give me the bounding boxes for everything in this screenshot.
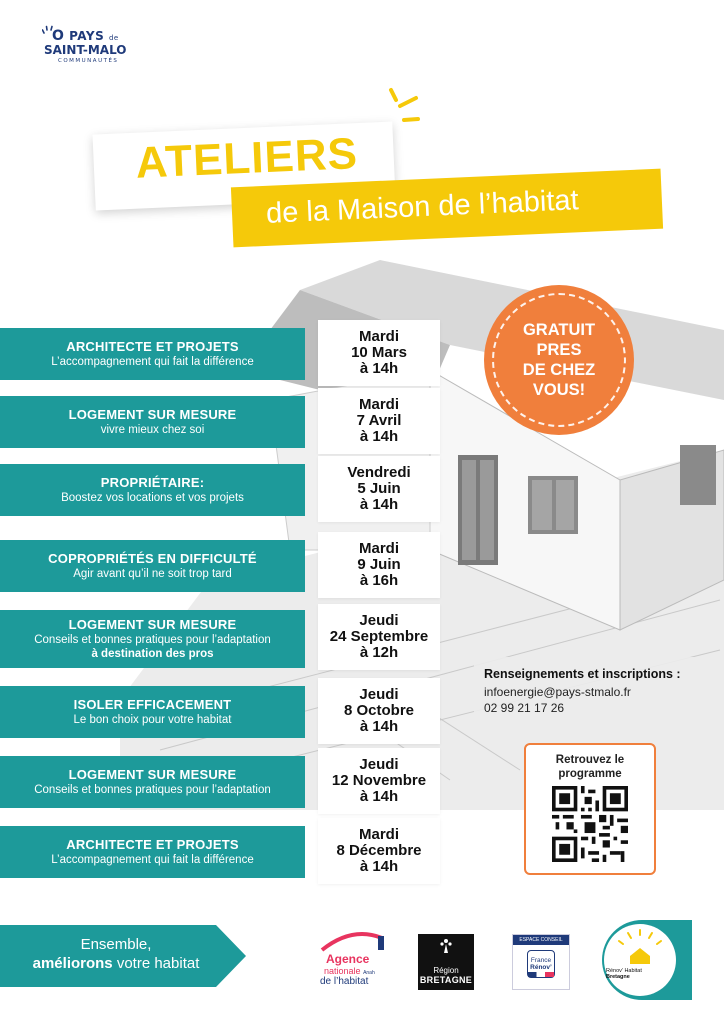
france-renov-badge [527,950,555,978]
workshop-day: Vendredi [347,463,411,481]
workshop-banner [0,396,305,448]
workshop-date [318,320,440,386]
badge-text: GRATUIT PRES DE CHEZ VOUS! [522,320,596,400]
workshop-day: Jeudi [359,611,399,629]
workshop-date [318,678,440,744]
workshop-date [318,818,440,884]
region-bretagne-logo [418,934,474,990]
workshop-subtitle: Boostez vos locations et vos projets [61,491,244,504]
workshop-time: à 12h [359,644,399,662]
workshop-title: ISOLER EFFICACEMENT [73,696,232,712]
contact-email[interactable]: infoenergie@pays-stmalo.fr [484,685,631,699]
workshop-date-line: 5 Juin [357,479,401,497]
free-badge [484,285,634,435]
footer-line2-bold: améliorons [32,955,113,972]
contact-heading: Renseignements et inscriptions : [484,667,681,681]
workshop-time: à 16h [359,572,399,590]
france-renov-logo [512,934,570,990]
renov-line1: Rénov’ Habitat [606,968,642,974]
france-line2: Rénov’ [530,964,552,972]
workshop-row [0,328,442,386]
workshop-date-line: 12 Novembre [331,771,427,789]
renov-line2: Bretagne [606,974,630,981]
workshop-day: Mardi [358,539,399,557]
qr-label: Retrouvez le programme [555,754,625,780]
workshop-title: PROPRIÉTAIRE: [100,474,205,490]
workshop-row [0,464,442,522]
workshop-row [0,756,442,814]
workshop-row [0,686,442,744]
title-sub: de la Maison de l’habitat [265,184,580,230]
workshop-subtitle: Conseils et bonnes pratiques pour l’adaptation [34,634,271,647]
workshop-date-line: 9 Juin [357,555,401,573]
qr-code-box[interactable] [524,743,656,875]
page-title [94,128,664,248]
anah-logo [316,930,396,990]
workshop-row [0,612,442,670]
workshop-subtitle: L’accompagnement qui fait la différence [51,853,254,866]
workshop-date [318,532,440,598]
workshop-day: Jeudi [359,685,399,703]
qr-code-icon[interactable] [552,786,628,862]
workshop-banner [0,328,305,380]
anah-line3: de l’habitat [320,976,369,987]
anah-small: Anah [363,970,375,976]
france-line1: France [530,957,552,964]
renov-habitat-badge [592,920,692,1000]
workshop-day: Mardi [358,327,399,345]
workshop-subtitle: Le bon choix pour votre habitat [73,713,232,726]
workshop-date [318,748,440,814]
workshop-banner [0,826,305,878]
logo-line1: PAYS [69,29,105,43]
workshop-time: à 14h [359,718,399,736]
logo-line3: COMMUNAUTÉS [58,58,119,64]
workshop-row [0,826,442,884]
ermine-icon [438,938,454,954]
workshop-date [318,388,440,454]
logo-line1-small: de [108,34,119,42]
region-line2: BRETAGNE [419,975,473,985]
workshop-banner [0,540,305,592]
workshop-time: à 14h [359,360,399,378]
workshop-title: LOGEMENT SUR MESURE [68,617,237,633]
france-top: ESPACE CONSEIL [513,935,569,945]
footer-slogan [0,925,232,985]
workshop-subtitle: Conseils et bonnes pratiques pour l’adaptation [34,783,271,796]
workshop-date [318,456,440,522]
workshop-day: Jeudi [359,755,399,773]
workshop-time: à 14h [359,858,399,876]
footer-line1: Ensemble, [80,936,152,954]
sparkle-lines-icon [388,86,422,126]
title-main: ATELIERS [134,129,359,188]
workshop-subtitle: Agir avant qu’il ne soit trop tard [73,567,232,580]
anah-arc-icon [316,930,396,952]
renov-habitat-bretagne-logo [592,920,692,1000]
workshop-row [0,540,442,598]
contact-phone[interactable]: 02 99 21 17 26 [484,701,565,715]
workshop-time: à 14h [359,496,399,514]
workshop-time: à 14h [359,428,399,446]
workshop-day: Mardi [358,825,399,843]
workshop-day: Mardi [358,395,399,413]
workshop-banner [0,610,305,668]
workshop-date-line: 7 Avril [356,411,402,429]
workshop-date-line: 10 Mars [351,343,407,361]
workshop-date [318,604,440,670]
workshop-title: ARCHITECTE ET PROJETS [66,338,239,354]
workshop-title: ARCHITECTE ET PROJETS [66,836,239,852]
footer-line2-rest: votre habitat [112,955,200,972]
pays-saint-malo-logo: O PAYS de SAINT-MALO COMMUNAUTÉS [44,28,144,64]
workshop-banner [0,686,305,738]
workshop-date-line: 8 Décembre [336,841,422,859]
contact-info [474,657,714,727]
sun-rays-icon [42,24,56,36]
logo-line2: SAINT-MALO [44,43,127,57]
workshop-date-line: 24 Septembre [329,627,429,645]
region-line1: Région [433,966,459,975]
workshop-banner [0,756,305,808]
workshop-subtitle-emphasis: à destination des pros [91,647,214,660]
workshop-banner [0,464,305,516]
workshop-time: à 14h [359,788,399,806]
anah-line2: nationale [324,966,361,976]
anah-line1: Agence [326,952,370,966]
workshop-subtitle: vivre mieux chez soi [100,423,205,436]
workshop-row [0,396,442,454]
workshop-title: LOGEMENT SUR MESURE [68,406,237,422]
workshop-title: LOGEMENT SUR MESURE [68,766,237,782]
workshop-subtitle: L’accompagnement qui fait la différence [51,355,254,368]
workshop-title: COPROPRIÉTÉS EN DIFFICULTÉ [48,550,257,566]
workshop-date-line: 8 Octobre [343,701,415,719]
